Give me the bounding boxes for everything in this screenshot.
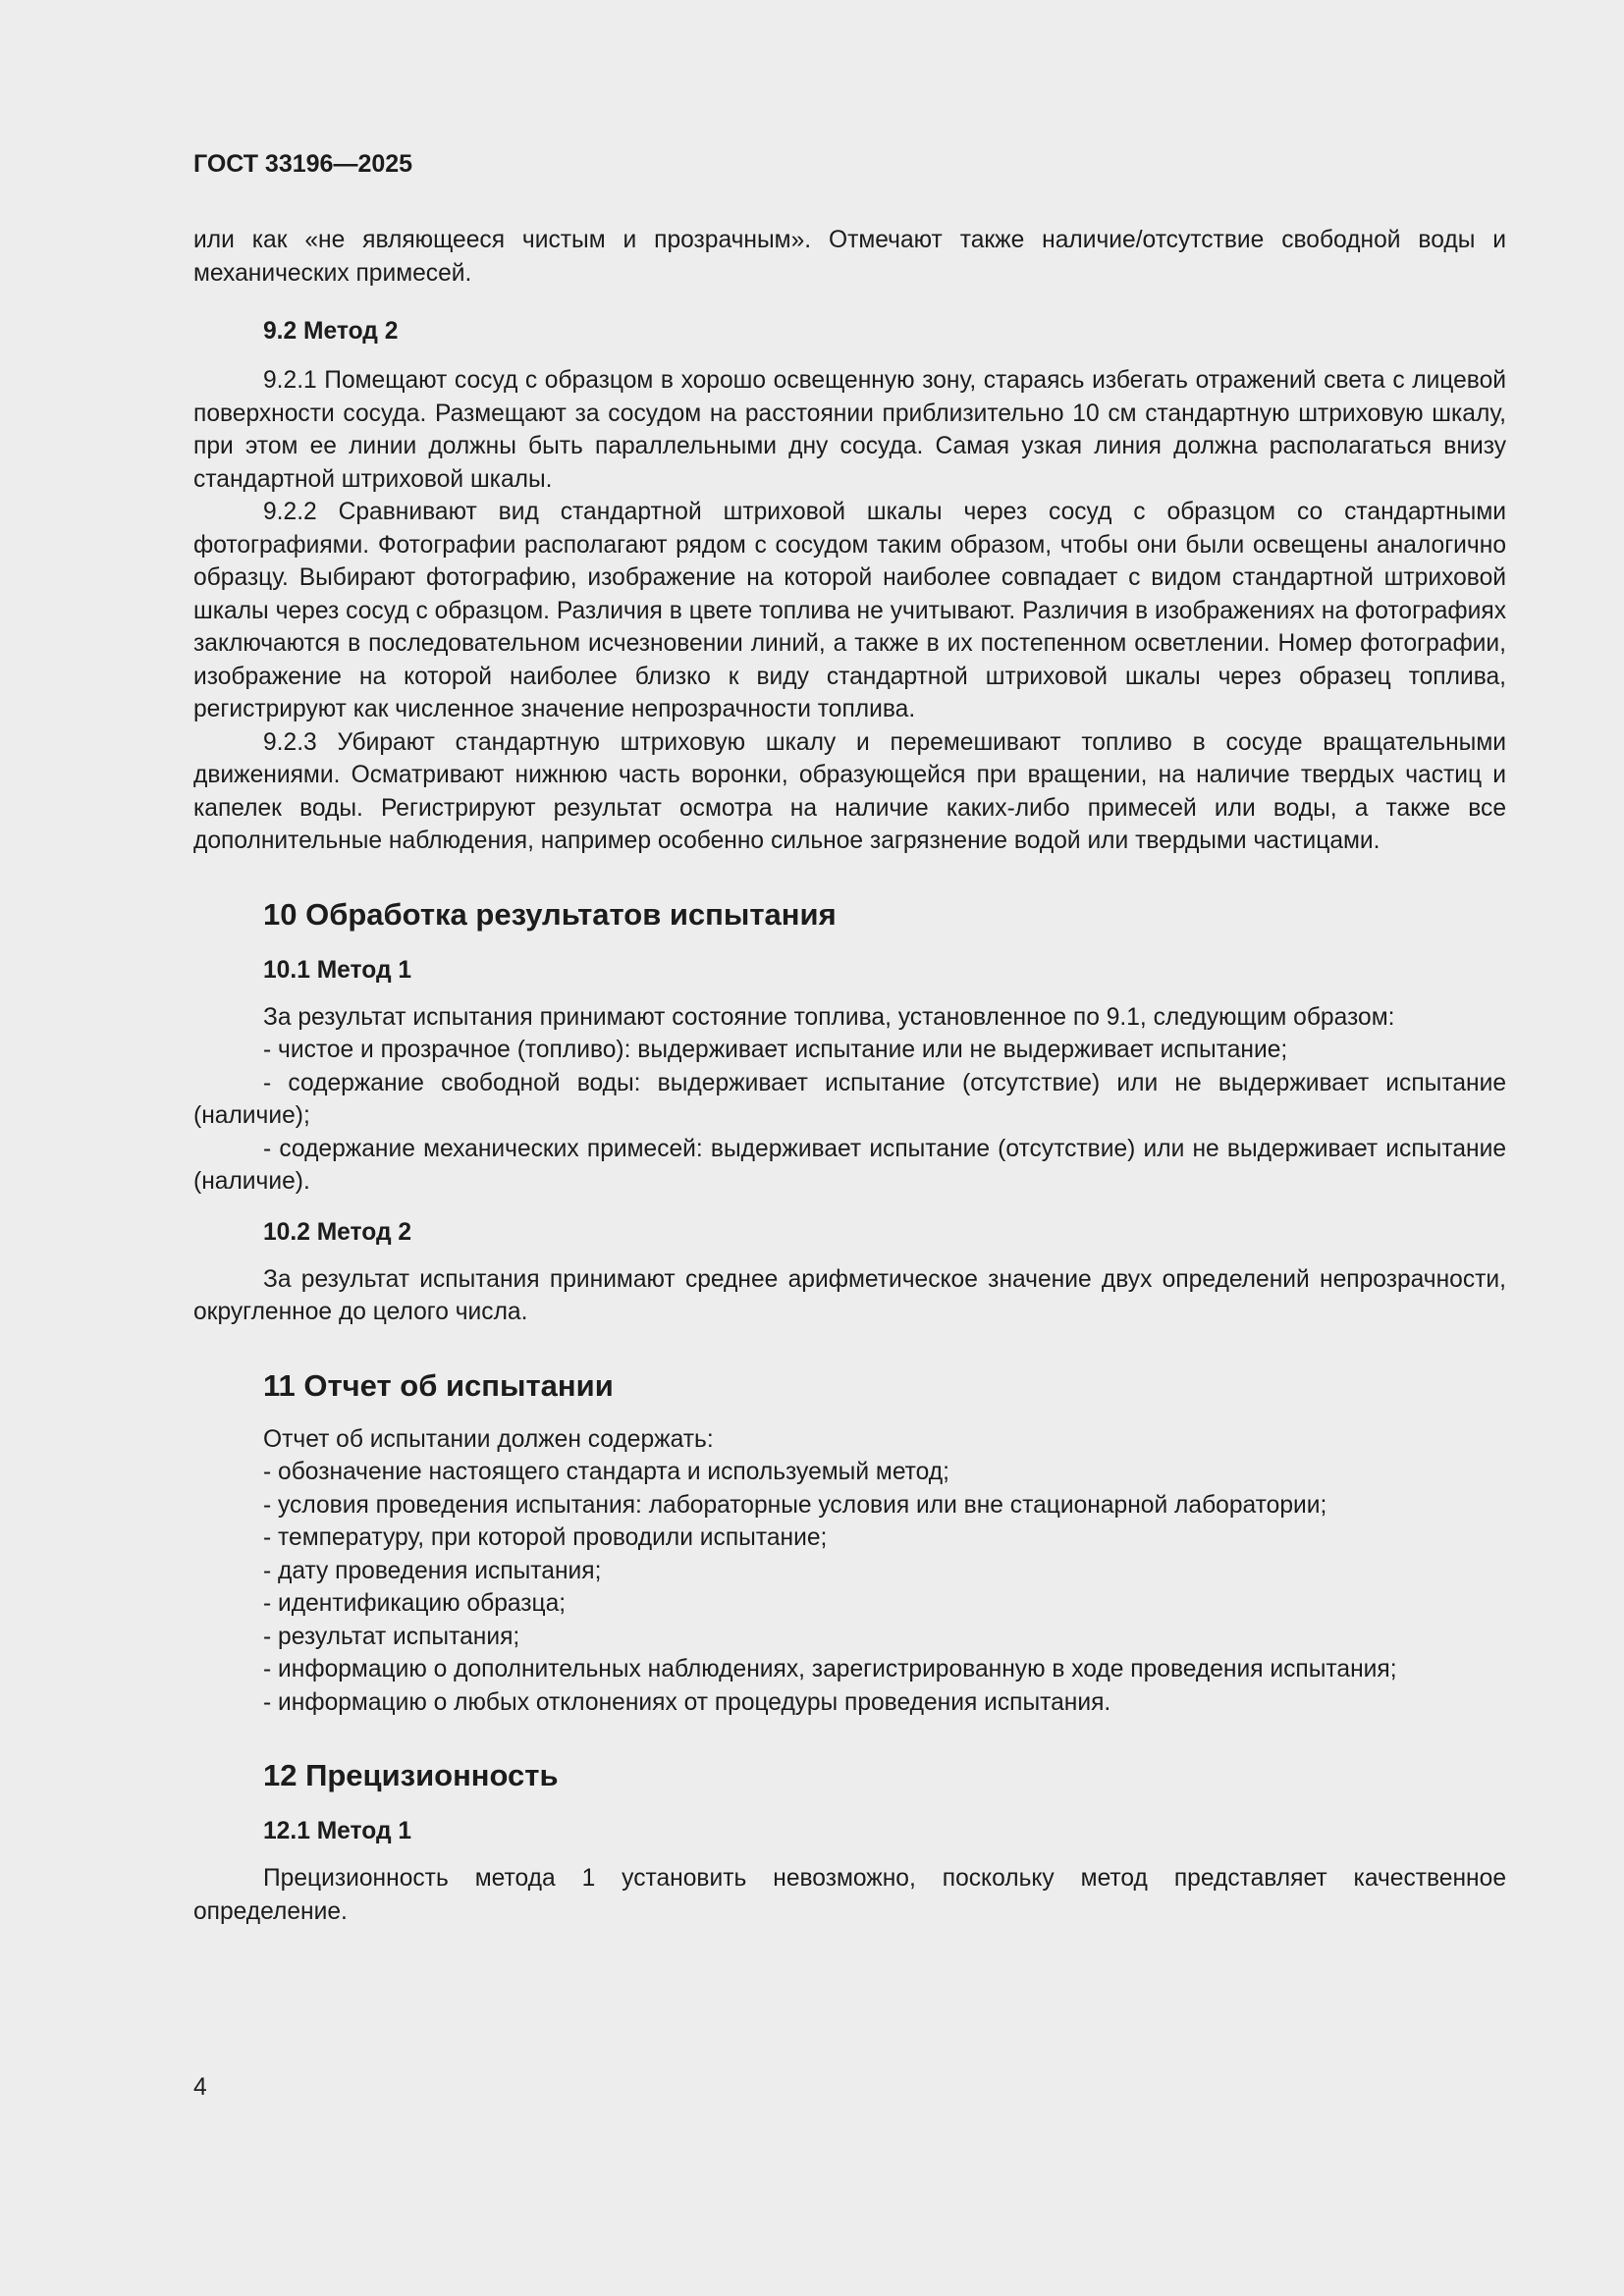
- document-header: ГОСТ 33196—2025: [193, 150, 413, 178]
- paragraph-9-2-1: 9.2.1 Помещают сосуд с образцом в хорошо освещенную зону, стараясь избегать отражений света с лицевой поверхности сосуда. Размещают за сосудом на расстоянии приблизительно 10 см стандартную штриховую шкалу, при этом ее линии должны быть параллельными дну сосуда. Самая узкая линия должна располагаться внизу стандартной штриховой шкалы.: [193, 367, 1506, 493]
- document-page: [193, 147, 1506, 1928]
- list-item: - условия проведения испытания: лабораторные условия или вне стационарной лаборатории;: [263, 1491, 1327, 1519]
- list-item: - температуру, при которой проводили испытание;: [263, 1524, 828, 1551]
- list-item: - информацию о дополнительных наблюдениях, зарегистрированную в ходе проведения испытания;: [263, 1656, 1397, 1682]
- paragraph-10-1-intro: За результат испытания принимают состояние топлива, установленное по 9.1, следующим образом:: [263, 1003, 1395, 1031]
- subsection-heading-10-1: 10.1 Метод 1: [263, 956, 412, 984]
- subsection-heading-9-2: 9.2 Метод 2: [263, 318, 399, 345]
- paragraph-12-1: Прецизионность метода 1 установить невозможно, поскольку метод представляет качественное определение.: [193, 1865, 1506, 1925]
- list-item: - информацию о любых отклонениях от процедуры проведения испытания.: [263, 1688, 1111, 1716]
- list-item: - обозначение настоящего стандарта и используемый метод;: [263, 1459, 949, 1485]
- paragraph-10-2: За результат испытания принимают среднее арифметическое значение двух определений непрозрачности, округленное до целого числа.: [193, 1265, 1506, 1325]
- section-heading-12: 12 Прецизионность: [263, 1758, 559, 1792]
- list-item: - результат испытания;: [263, 1623, 520, 1650]
- list-item: - идентификацию образца;: [263, 1590, 567, 1617]
- section-heading-11: 11 Отчет об испытании: [263, 1367, 614, 1403]
- report-contents-list: [193, 1423, 1506, 1720]
- page-number: 4: [193, 2074, 207, 2101]
- section-heading-10: 10 Обработка результатов испытания: [263, 896, 837, 932]
- continuation-paragraph: или как «не являющееся чистым и прозрачным». Отмечают также наличие/отсутствие свободной воды и механических примесей.: [193, 227, 1506, 287]
- list-intro: Отчет об испытании должен содержать:: [263, 1425, 714, 1453]
- list-item: - чистое и прозрачное (топливо): выдерживает испытание или не выдерживает испытание;: [263, 1037, 1288, 1063]
- list-item: - содержание свободной воды: выдерживает испытание (отсутствие) или не выдерживает испытание (наличие);: [193, 1069, 1506, 1129]
- list-item: - дату проведения испытания;: [263, 1557, 602, 1584]
- subsection-heading-10-2: 10.2 Метод 2: [263, 1218, 412, 1246]
- subsection-heading-12-1: 12.1 Метод 1: [263, 1818, 412, 1844]
- paragraph-9-2-3: 9.2.3 Убирают стандартную штриховую шкалу и перемешивают топливо в сосуде вращательными движениями. Осматривают нижнюю часть воронки, образующейся при вращении, на наличие твердых частиц и капелек воды. Регистрируют результат осмотра на наличие каких-либо примесей или воды, а также все дополнительные наблюдения, например особенно сильное загрязнение водой или твердыми частицами.: [193, 728, 1506, 854]
- paragraph-9-2-2: 9.2.2 Сравнивают вид стандартной штриховой шкалы через сосуд с образцом со стандартными фотографиями. Фотографии располагают рядом с сосудом таким образом, чтобы они были освещены аналогично образцу. Выбирают фотографию, изображение на которой наиболее совпадает с видом стандартной штриховой шкалы через сосуд с образцом. Различия в цвете топлива не учитывают. Различия в изображениях на фотографиях заключаются в последовательном исчезновении линий, а также в их постепенном осветлении. Номер фотографии, изображение на которой наиболее близко к виду стандартной штриховой шкалы через образец топлива, регистрируют как численное значение непрозрачности топлива.: [193, 499, 1506, 722]
- list-item: - содержание механических примесей: выдерживает испытание (отсутствие) или не выдерживает испытание (наличие).: [193, 1135, 1506, 1195]
